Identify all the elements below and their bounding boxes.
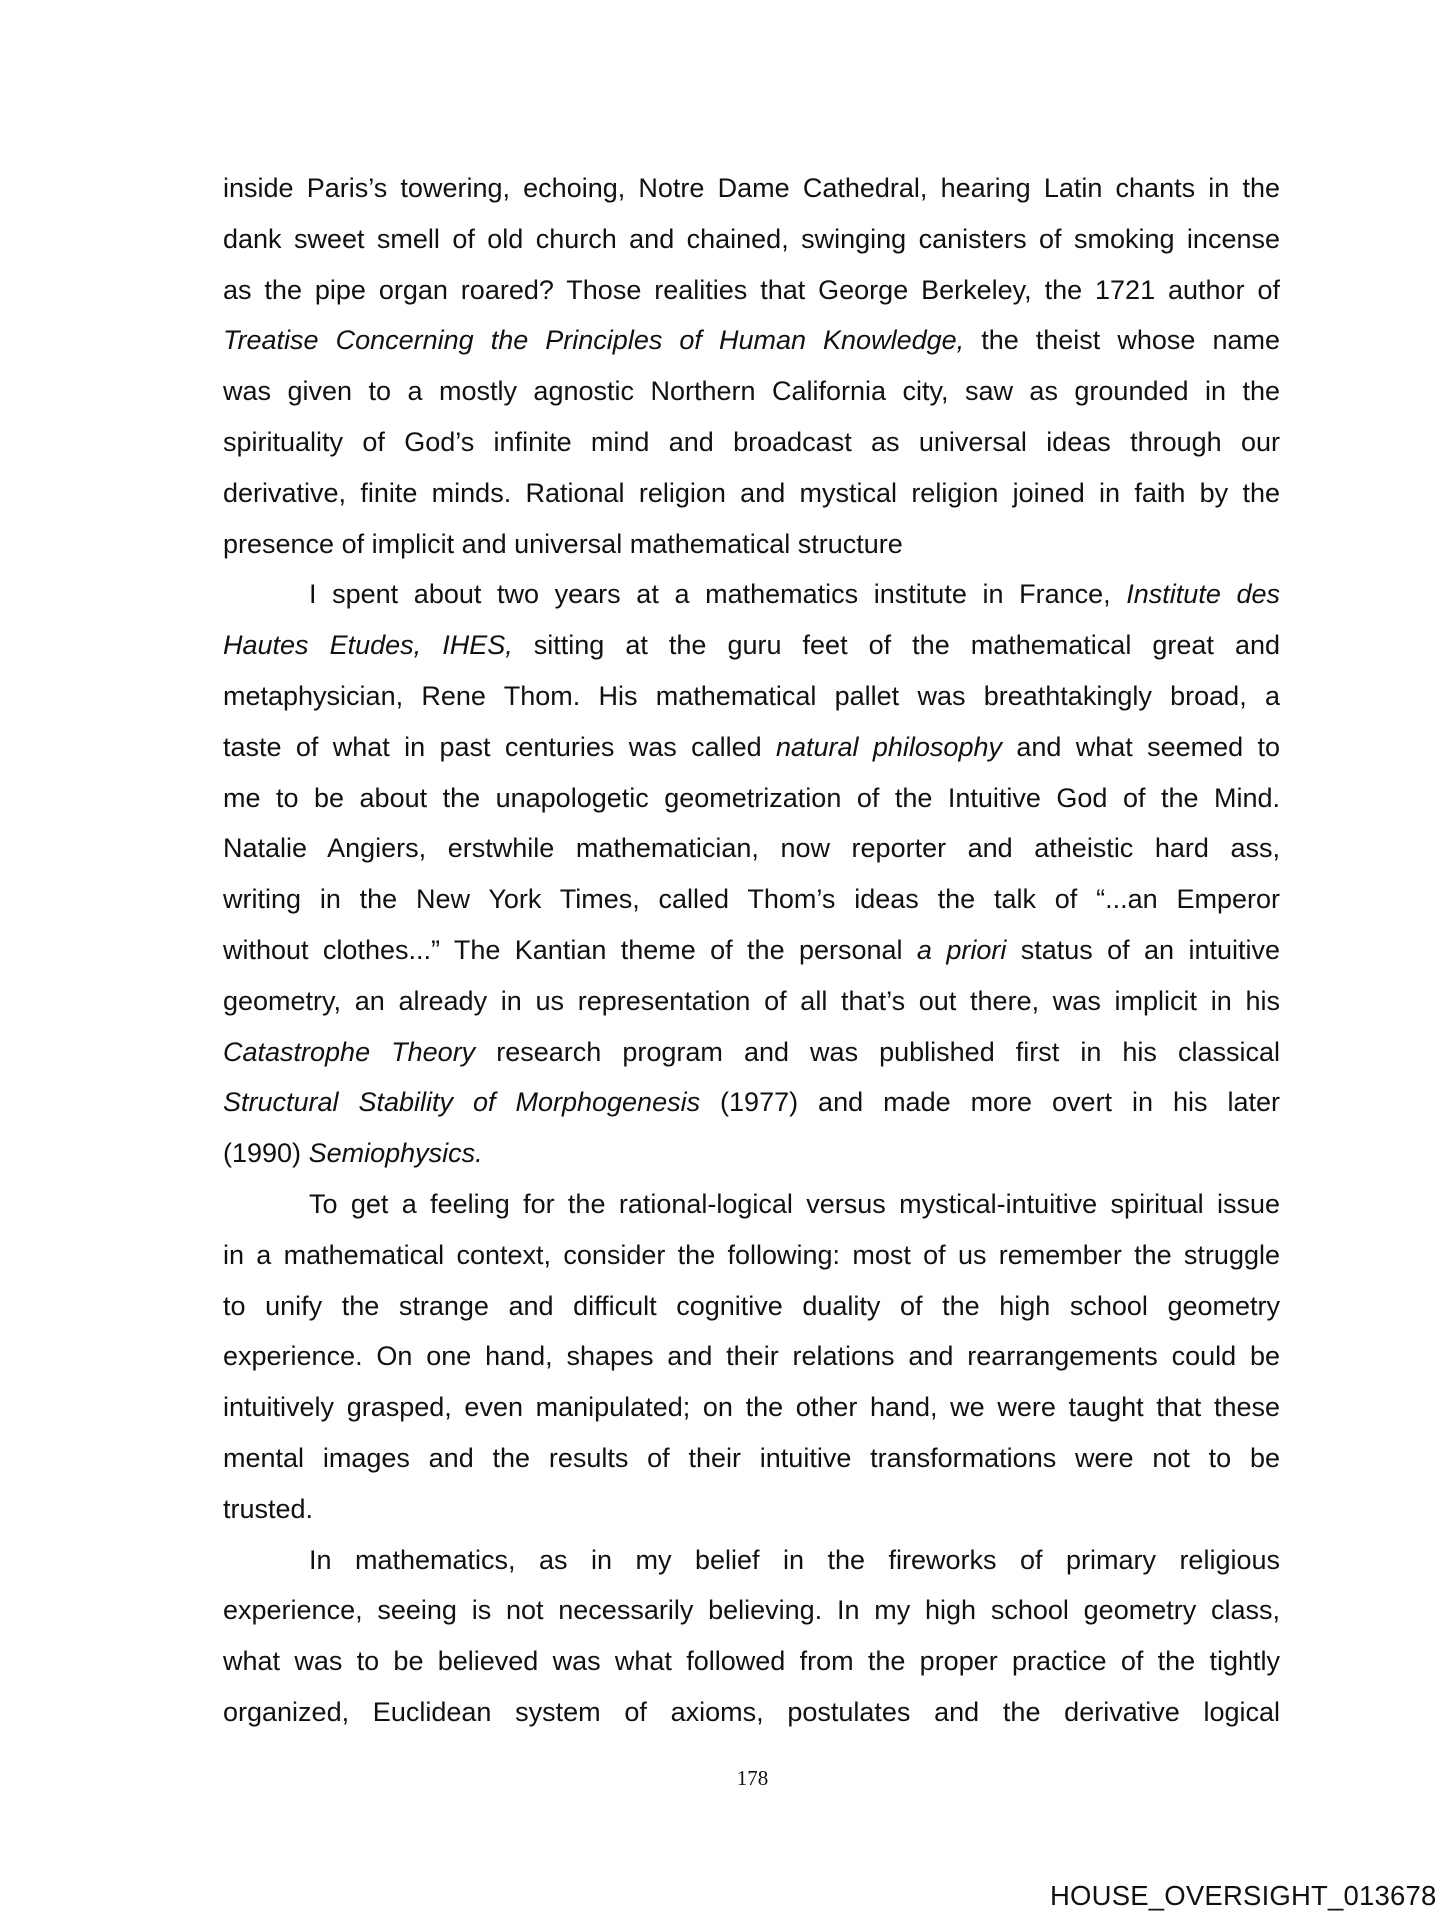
text-line <box>223 315 1280 366</box>
text-line <box>223 722 1280 773</box>
text-run: To get a feeling for the rational-logical versus mystical-intuitive spiritual issue <box>309 1188 1280 1219</box>
text-run: (1990) <box>223 1138 309 1169</box>
text-run: sitting at the guru feet of the mathematical great and <box>512 630 1280 661</box>
text-run: In mathematics, as in my belief in the fireworks of primary religious <box>309 1544 1280 1575</box>
italic-text: Structural Stability of Morphogenesis <box>223 1087 701 1118</box>
text-line <box>223 1027 1280 1078</box>
italic-text: a priori <box>916 934 1007 965</box>
text-run: intuitively grasped, even manipulated; on the other hand, we were taught that these <box>223 1392 1280 1423</box>
text-line <box>223 1077 1280 1128</box>
italic-text: Institute des <box>1126 579 1280 610</box>
text-run: me to be about the unapologetic geometrization of the Intuitive God of the Mind. <box>223 782 1280 813</box>
text-line <box>223 1484 1280 1535</box>
text-line <box>223 569 1280 620</box>
text-run: writing in the New York Times, called Thom’s ideas the talk of “...an Emperor <box>223 884 1280 915</box>
text-line <box>223 976 1280 1027</box>
text-line <box>223 519 1280 570</box>
text-line <box>223 417 1280 468</box>
text-line <box>223 366 1280 417</box>
italic-text: Hautes Etudes, IHES, <box>223 630 513 661</box>
text-run: presence of implicit and universal mathematical structure <box>223 528 903 559</box>
text-line <box>223 265 1280 316</box>
text-line <box>223 1585 1280 1636</box>
text-run: Natalie Angiers, erstwhile mathematician, now reporter and atheistic hard ass, <box>223 833 1280 864</box>
text-line <box>223 1128 1280 1179</box>
text-run: in a mathematical context, consider the following: most of us remember the struggle <box>223 1239 1280 1270</box>
text-run: derivative, finite minds. Rational religion and mystical religion joined in faith by the <box>223 477 1280 508</box>
page-number: 178 <box>736 1766 769 1790</box>
text-run: and what seemed to <box>1001 731 1280 762</box>
text-line <box>223 468 1280 519</box>
text-line <box>223 1281 1280 1332</box>
paragraph <box>223 1535 1280 1738</box>
body-text <box>223 163 1280 1738</box>
italic-text: natural philosophy <box>775 731 1002 762</box>
text-line <box>223 214 1280 265</box>
text-run: (1977) and made more overt in his later <box>700 1087 1280 1118</box>
text-run: mental images and the results of their intuitive transformations were not to be <box>223 1442 1280 1473</box>
text-run: the theist whose name <box>964 325 1280 356</box>
text-run: status of an intuitive <box>1006 934 1280 965</box>
text-run: spirituality of God’s infinite mind and broadcast as universal ideas through our <box>223 426 1280 457</box>
text-run: what was to be believed was what followed from the proper practice of the tightly <box>223 1646 1280 1677</box>
text-line <box>223 1230 1280 1281</box>
text-line <box>223 925 1280 976</box>
text-run: I spent about two years at a mathematics institute in France, <box>309 579 1127 610</box>
text-line <box>223 1331 1280 1382</box>
text-line <box>223 1687 1280 1738</box>
text-line <box>223 1433 1280 1484</box>
text-run: geometry, an already in us representation of all that’s out there, was implicit in his <box>223 985 1280 1016</box>
text-line <box>223 1179 1280 1230</box>
text-run: without clothes...” The Kantian theme of the personal <box>223 934 917 965</box>
text-line <box>223 1636 1280 1687</box>
text-line <box>223 620 1280 671</box>
text-run: to unify the strange and difficult cognitive duality of the high school geometry <box>223 1290 1280 1321</box>
italic-text: Catastrophe Theory <box>223 1036 476 1067</box>
bates-number: HOUSE_OVERSIGHT_013678 <box>1050 1880 1437 1911</box>
text-run: dank sweet smell of old church and chained, swinging canisters of smoking incense <box>223 223 1280 254</box>
text-run: was given to a mostly agnostic Northern California city, saw as grounded in the <box>223 376 1280 407</box>
paragraph <box>223 163 1280 569</box>
text-line <box>223 874 1280 925</box>
text-line <box>223 671 1280 722</box>
text-run: experience. On one hand, shapes and their relations and rearrangements could be <box>223 1341 1280 1372</box>
text-line <box>223 1382 1280 1433</box>
text-run: inside Paris’s towering, echoing, Notre Dame Cathedral, hearing Latin chants in the <box>223 173 1280 203</box>
text-line <box>223 163 1280 214</box>
italic-text: Treatise Concerning the Principles of Human Knowledge, <box>223 325 965 356</box>
text-run: metaphysician, Rene Thom. His mathematical pallet was breathtakingly broad, a <box>223 680 1280 711</box>
text-run: as the pipe organ roared? Those realities that George Berkeley, the 1721 author of <box>223 274 1280 305</box>
text-line <box>223 773 1280 824</box>
text-run: taste of what in past centuries was called <box>223 731 776 762</box>
text-line <box>223 1535 1280 1586</box>
text-run: trusted. <box>223 1493 314 1524</box>
text-run: experience, seeing is not necessarily believing. In my high school geometry class, <box>223 1595 1280 1626</box>
text-line <box>223 823 1280 874</box>
paragraph <box>223 569 1280 1179</box>
italic-text: Semiophysics. <box>308 1138 483 1169</box>
text-run: organized, Euclidean system of axioms, postulates and the derivative logical <box>223 1696 1280 1727</box>
text-run: research program and was published first in his classical <box>475 1036 1280 1067</box>
paragraph <box>223 1179 1280 1535</box>
